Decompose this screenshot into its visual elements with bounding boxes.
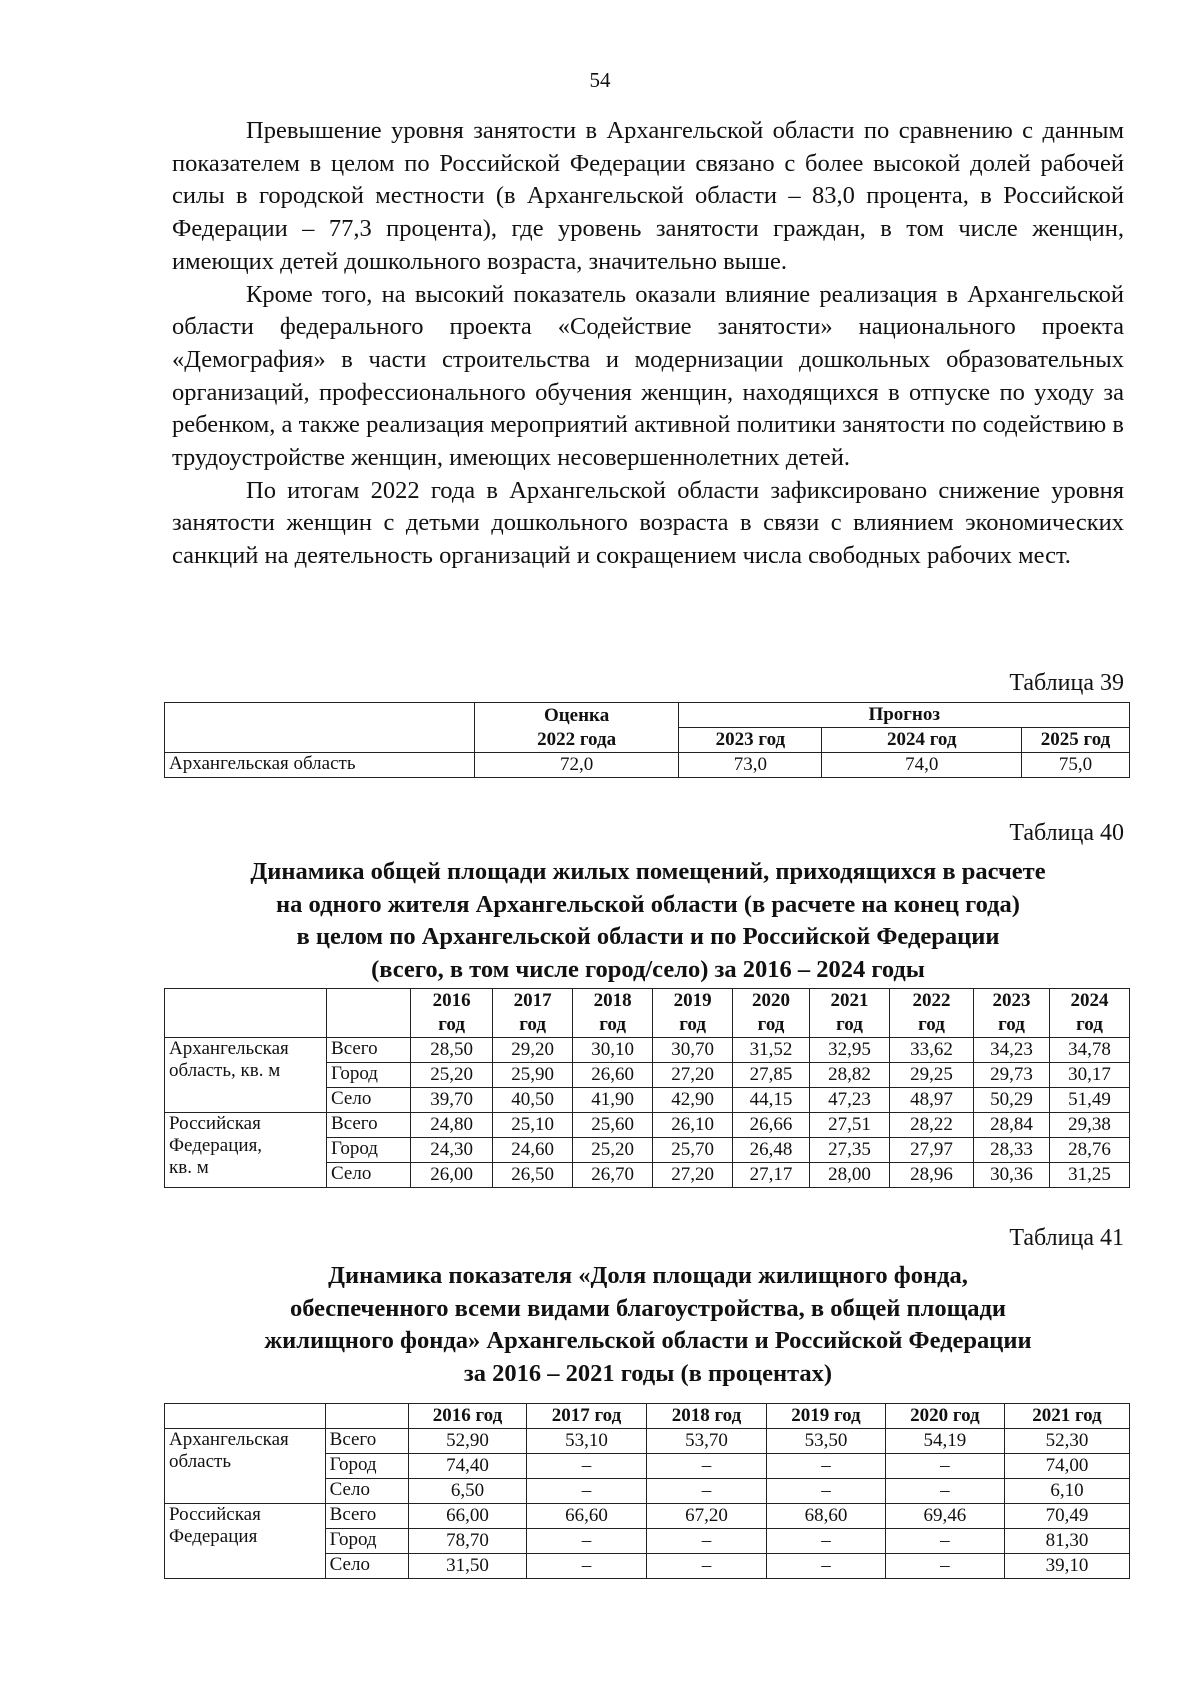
table-cell: 73,0 — [679, 753, 822, 778]
title-line: Динамика общей площади жилых помещений, приходящихся в расчете — [250, 858, 1046, 885]
title-line: обеспеченного всеми видами благоустройства, в общей площади — [289, 1294, 1007, 1322]
table-39-year-header: 2024 год — [822, 728, 1022, 753]
table-cell: 6,50 — [409, 1479, 527, 1504]
year-suffix: год — [519, 1014, 546, 1035]
table-cell: 24,60 — [493, 1138, 573, 1163]
table-cell: 47,23 — [809, 1088, 889, 1113]
table-39-caption: Таблица 39 — [1009, 670, 1124, 696]
table-41-title — [172, 1260, 1124, 1390]
table-cell: 34,78 — [1049, 1038, 1129, 1063]
table-cell: 53,10 — [526, 1429, 646, 1454]
table-cell: – — [526, 1479, 646, 1504]
table-cell: 39,10 — [1004, 1554, 1129, 1579]
table-cell: – — [646, 1479, 766, 1504]
row-type: Город — [327, 1063, 411, 1088]
table-cell: – — [885, 1554, 1004, 1579]
group-label-line: Федерация, — [169, 1135, 263, 1156]
table-cell: 27,20 — [653, 1163, 733, 1188]
year-number: 2016 — [432, 990, 471, 1011]
table-cell: 26,10 — [653, 1113, 733, 1138]
table-40-title — [172, 856, 1124, 986]
row-type: Село — [327, 1088, 411, 1113]
year-number: 2020 — [752, 990, 791, 1011]
table-cell: 34,23 — [974, 1038, 1050, 1063]
table-cell: 26,48 — [733, 1138, 810, 1163]
table-cell: 29,38 — [1049, 1113, 1129, 1138]
group-label-line: Российская — [169, 1113, 261, 1134]
table-cell: 69,46 — [885, 1504, 1004, 1529]
table-cell: – — [885, 1479, 1004, 1504]
row-label: Архангельская область — [165, 753, 475, 778]
year-header — [809, 989, 889, 1038]
year-header — [493, 989, 573, 1038]
year-header — [653, 989, 733, 1038]
table-row — [165, 1038, 1130, 1063]
table-cell: 31,52 — [733, 1038, 810, 1063]
group-label-line: Федерация — [169, 1526, 258, 1547]
year-number: 2022 — [912, 990, 951, 1011]
year-number: 2021 — [830, 990, 869, 1011]
table-cell: 6,10 — [1004, 1479, 1129, 1504]
table-cell: – — [526, 1529, 646, 1554]
year-suffix: год — [757, 1014, 785, 1035]
table-cell: 53,50 — [766, 1429, 885, 1454]
table-cell: 25,60 — [573, 1113, 653, 1138]
year-header: 2017 год — [526, 1404, 646, 1429]
table-cell: – — [766, 1479, 885, 1504]
year-number: 2018 — [593, 990, 632, 1011]
table-cell: 26,66 — [733, 1113, 810, 1138]
group-label — [165, 1113, 327, 1188]
table-cell: 28,84 — [974, 1113, 1050, 1138]
table-cell: 26,50 — [493, 1163, 573, 1188]
table-cell: 27,51 — [809, 1113, 889, 1138]
table-cell: 44,15 — [733, 1088, 810, 1113]
row-type: Город — [325, 1454, 408, 1479]
year-header — [573, 989, 653, 1038]
row-type: Город — [327, 1138, 411, 1163]
year-header: 2019 год — [766, 1404, 885, 1429]
group-label-line: Архангельская — [169, 1038, 289, 1059]
table-cell: – — [885, 1454, 1004, 1479]
table-cell: 25,20 — [573, 1138, 653, 1163]
table-41-caption: Таблица 41 — [1009, 1225, 1124, 1251]
year-header: 2021 год — [1004, 1404, 1129, 1429]
group-label-line: область — [169, 1451, 232, 1472]
table-39 — [164, 702, 1130, 778]
table-cell: 26,60 — [573, 1063, 653, 1088]
year-suffix: год — [438, 1014, 465, 1035]
year-suffix: год — [918, 1014, 945, 1035]
year-suffix: год — [599, 1014, 626, 1035]
table-cell: 66,00 — [409, 1504, 527, 1529]
table-cell: 27,85 — [733, 1063, 810, 1088]
title-line: Динамика показателя «Доля площади жилищного фонда, — [328, 1262, 968, 1289]
page-number: 54 — [589, 68, 611, 92]
year-header — [889, 989, 973, 1038]
row-type: Село — [327, 1163, 411, 1188]
row-type: Всего — [325, 1504, 408, 1529]
table-cell: 39,70 — [411, 1088, 493, 1113]
year-header: 2018 год — [646, 1404, 766, 1429]
group-label — [165, 1038, 327, 1113]
table-cell: 78,70 — [409, 1529, 527, 1554]
year-number: 2023 — [992, 990, 1031, 1011]
table-cell: 28,76 — [1049, 1138, 1129, 1163]
title-line: на одного жителя Архангельской области (в расчете на конец года) — [276, 890, 1020, 918]
table-cell: 27,20 — [653, 1063, 733, 1088]
table-cell: 30,17 — [1049, 1063, 1129, 1088]
table-cell: 27,97 — [889, 1138, 973, 1163]
table-cell: 30,36 — [974, 1163, 1050, 1188]
table-cell: 70,49 — [1004, 1504, 1129, 1529]
year-number: 2024 — [1070, 990, 1109, 1011]
table-cell: 29,20 — [493, 1038, 573, 1063]
group-label — [165, 1504, 326, 1579]
table-cell: 81,30 — [1004, 1529, 1129, 1554]
table-cell: – — [526, 1454, 646, 1479]
table-cell: 28,00 — [809, 1163, 889, 1188]
table-cell: 74,0 — [822, 753, 1022, 778]
table-cell: 32,95 — [809, 1038, 889, 1063]
table-cell: 33,62 — [889, 1038, 973, 1063]
table-cell: 31,25 — [1049, 1163, 1129, 1188]
group-label-line: Российская — [169, 1504, 261, 1525]
table-cell: 52,90 — [409, 1429, 527, 1454]
table-cell: 72,0 — [474, 753, 679, 778]
table-cell: 26,00 — [411, 1163, 493, 1188]
estimate-header-line: 2022 года — [537, 728, 617, 750]
table-cell: 54,19 — [885, 1429, 1004, 1454]
table-cell: 28,33 — [974, 1138, 1050, 1163]
table-cell: 40,50 — [493, 1088, 573, 1113]
year-suffix: год — [998, 1014, 1025, 1035]
table-cell: 28,96 — [889, 1163, 973, 1188]
group-label-line: Архангельская — [169, 1429, 289, 1450]
table-cell: 24,80 — [411, 1113, 493, 1138]
table-cell: – — [766, 1554, 885, 1579]
body-text — [172, 115, 1124, 573]
table-cell: – — [646, 1454, 766, 1479]
table-39-forecast-header: Прогноз — [679, 703, 1130, 728]
table-cell: 25,70 — [653, 1138, 733, 1163]
row-type: Город — [325, 1529, 408, 1554]
table-cell: 27,35 — [809, 1138, 889, 1163]
table-41 — [164, 1403, 1130, 1579]
title-line: жилищного фонда» Архангельской области и Российской Федерации — [264, 1327, 1032, 1354]
paragraph: По итогам 2022 года в Архангельской области зафиксировано снижение уровня занятости женщин с детьми дошкольного возраста в связи с влиянием экономических санкций на деятельность организаций и сокращением числа свободных рабочих мест. — [172, 476, 1124, 570]
table-corner-cell — [165, 1404, 326, 1429]
table-corner-cell — [327, 989, 411, 1038]
title-line: (всего, в том числе город/село) за 2016 – 2024 годы — [371, 955, 925, 983]
year-suffix: год — [1076, 1014, 1103, 1035]
table-39-year-header: 2025 год — [1022, 728, 1130, 753]
year-number: 2017 — [513, 990, 552, 1011]
paragraph: Превышение уровня занятости в Архангельской области по сравнению с данным показателем в целом по Российской Федерации связано с более высокой долей рабочей силы в городской местности (в Архангельской области – 83,0 процента, в Российской Федерации – 77,3 процента), где уровень занятости граждан, в том числе женщин, имеющих детей дошкольного возраста, значительно выше. — [172, 117, 1124, 275]
table-cell: 28,50 — [411, 1038, 493, 1063]
table-cell: 51,49 — [1049, 1088, 1129, 1113]
row-type: Село — [325, 1479, 408, 1504]
year-header — [974, 989, 1050, 1038]
table-cell: – — [646, 1554, 766, 1579]
row-type: Всего — [327, 1038, 411, 1063]
table-cell: 30,10 — [573, 1038, 653, 1063]
title-line: в целом по Архангельской области и по Российской Федерации — [296, 923, 1000, 950]
table-cell: 41,90 — [573, 1088, 653, 1113]
table-corner-cell — [325, 1404, 408, 1429]
table-cell: 31,50 — [409, 1554, 527, 1579]
table-row — [165, 1429, 1130, 1454]
year-header: 2020 год — [885, 1404, 1004, 1429]
year-number: 2019 — [673, 990, 712, 1011]
group-label-line: кв. м — [169, 1157, 209, 1178]
table-cell: 74,40 — [409, 1454, 527, 1479]
table-cell: – — [526, 1554, 646, 1579]
table-cell: 28,22 — [889, 1113, 973, 1138]
table-40 — [164, 988, 1130, 1188]
row-type: Село — [325, 1554, 408, 1579]
year-suffix: год — [836, 1014, 863, 1035]
table-cell: 66,60 — [526, 1504, 646, 1529]
table-cell: – — [766, 1529, 885, 1554]
table-cell: 53,70 — [646, 1429, 766, 1454]
table-cell: 74,00 — [1004, 1454, 1129, 1479]
table-cell: 52,30 — [1004, 1429, 1129, 1454]
table-row — [165, 1504, 1130, 1529]
table-cell: 68,60 — [766, 1504, 885, 1529]
table-cell: 28,82 — [809, 1063, 889, 1088]
table-39-year-header: 2023 год — [679, 728, 822, 753]
table-39-estimate-header — [474, 703, 679, 753]
table-39-corner — [165, 703, 475, 753]
year-header: 2016 год — [409, 1404, 527, 1429]
paragraph: Кроме того, на высокий показатель оказали влияние реализация в Архангельской области федерального проекта «Содействие занятости» национального проекта «Демография» в части строительства и модернизации дошкольных образовательных организаций, профессионального обучения женщин, находящихся в отпуске по уходу за ребенком, а также реализация мероприятий активной политики занятости по содействию в трудоустройстве женщин, имеющих несовершеннолетних детей. — [172, 280, 1124, 472]
table-cell: 26,70 — [573, 1163, 653, 1188]
group-label — [165, 1429, 326, 1504]
table-cell: 25,90 — [493, 1063, 573, 1088]
table-cell: 27,17 — [733, 1163, 810, 1188]
row-type: Всего — [327, 1113, 411, 1138]
table-cell: 24,30 — [411, 1138, 493, 1163]
table-cell: 48,97 — [889, 1088, 973, 1113]
title-line: за 2016 – 2021 годы (в процентах) — [463, 1359, 833, 1387]
table-cell: 25,20 — [411, 1063, 493, 1088]
table-corner-cell — [165, 989, 327, 1038]
table-cell: 29,73 — [974, 1063, 1050, 1088]
year-header — [411, 989, 493, 1038]
table-cell: – — [766, 1454, 885, 1479]
table-cell: 42,90 — [653, 1088, 733, 1113]
table-40-caption: Таблица 40 — [1009, 820, 1124, 846]
year-header — [1049, 989, 1129, 1038]
table-cell: 67,20 — [646, 1504, 766, 1529]
year-suffix: год — [679, 1014, 706, 1035]
table-cell: 75,0 — [1022, 753, 1130, 778]
table-cell: 29,25 — [889, 1063, 973, 1088]
table-cell: 50,29 — [974, 1088, 1050, 1113]
table-cell: 30,70 — [653, 1038, 733, 1063]
table-cell: 25,10 — [493, 1113, 573, 1138]
table-cell: – — [646, 1529, 766, 1554]
table-cell: – — [885, 1529, 1004, 1554]
row-type: Всего — [325, 1429, 408, 1454]
estimate-header-line: Оценка — [543, 704, 610, 726]
group-label-line: область, кв. м — [169, 1060, 281, 1081]
year-header — [733, 989, 810, 1038]
table-row — [165, 1113, 1130, 1138]
table-row — [165, 753, 1130, 778]
